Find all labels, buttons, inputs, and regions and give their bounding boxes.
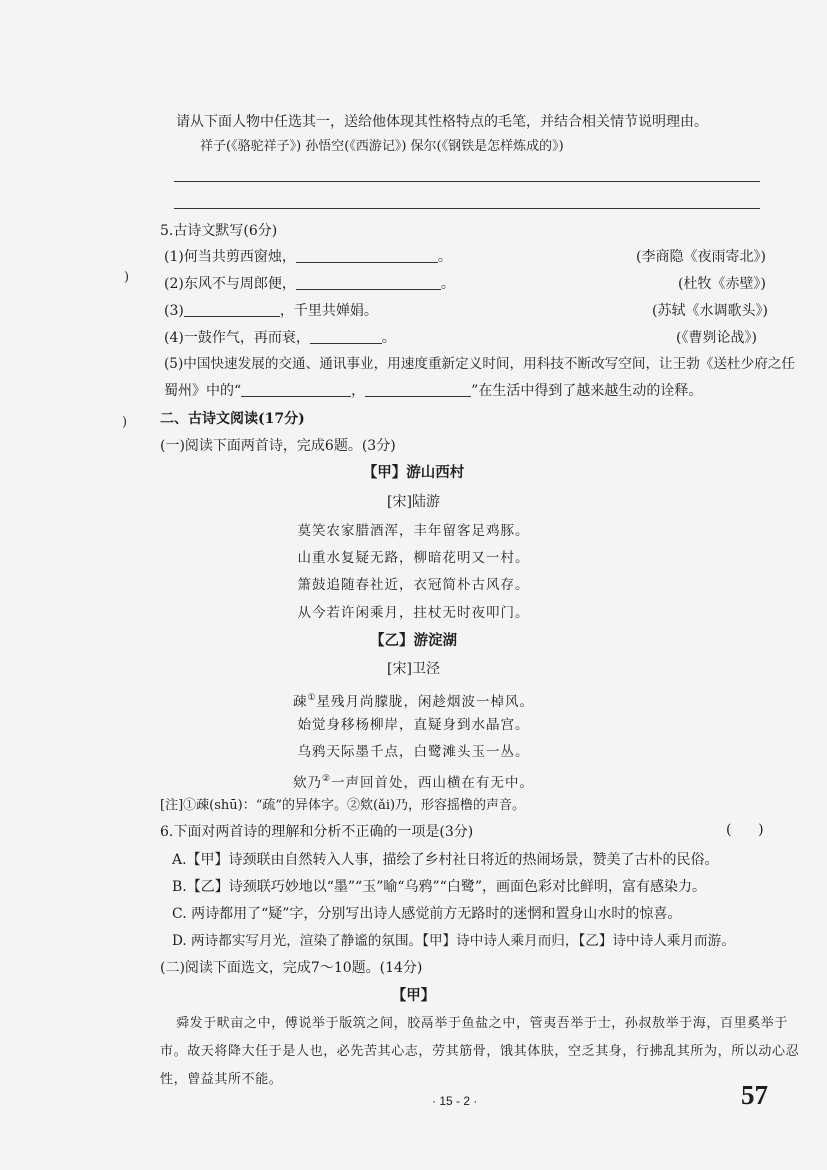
prose-line: 舜发于畎亩之中，傅说举于版筑之间，胶鬲举于鱼盐之中，管夷吾举于士，孙叔敖举于海，百里奚举于 — [176, 1016, 789, 1031]
poem-b-line4-rest: 一声回首处，西山横在有无中。 — [331, 775, 535, 791]
poem-a-title: 【甲】游山西村 — [362, 464, 465, 481]
intro-prompt: 请从下面人物中任选其一，送给他体现其性格特点的毛笔，并结合相关情节说明理由。 — [176, 114, 708, 130]
q5-item-5-mid: ， — [351, 383, 366, 399]
q5-item-1 — [164, 247, 452, 267]
q5-source-4: (《曹刿论战》) — [676, 330, 757, 346]
q5-item-1-post: 。 — [437, 249, 452, 265]
q5-title: 5.古诗文默写(6分) — [160, 223, 278, 239]
fill-blank[interactable] — [310, 329, 382, 344]
poem-a-line: 莫笑农家腊酒浑，丰年留客足鸡豚。 — [297, 523, 530, 539]
q5-item-3-pre: (3) — [164, 303, 184, 319]
q5-item-5-post: ”在生活中得到了越来越生动的诠释。 — [471, 383, 703, 399]
answer-line — [174, 208, 760, 209]
poem-b-line1-rest: 星残月尚朦胧，闲趁烟波一棹风。 — [316, 694, 535, 710]
q5-item-2-pre: (2)东风不与周郎便， — [164, 276, 296, 292]
q5-source-3: (苏轼《水调歌头》) — [652, 303, 768, 319]
q6-option-a: A.【甲】诗颈联由自然转入人事，描绘了乡村社日将近的热闹场景，赞美了古朴的民俗。 — [172, 852, 719, 868]
q5-item-5-line1: (5)中国快速发展的交通、通讯事业，用速度重新定义时间，用科技不断改写空间，让王勃《送杜少府之任 — [164, 356, 795, 372]
q5-source-1: (李商隐《夜雨寄北》) — [636, 249, 766, 265]
q5-item-3 — [164, 301, 378, 321]
margin-mark: ) — [122, 415, 128, 430]
poem-a-line: 箫鼓追随春社近，衣冠简朴古风存。 — [297, 577, 530, 593]
section2-sub2: (二)阅读下面选文，完成7～10题。(14分) — [160, 960, 423, 976]
poem-b-title: 【乙】游淀湖 — [370, 632, 457, 649]
poem-note: [注]①疎(shū)：“疏”的异体字。②欸(ǎi)乃，形容摇橹的声音。 — [160, 798, 526, 813]
fill-blank[interactable] — [365, 382, 471, 397]
q5-item-5-pre: 蜀州》中的“ — [164, 383, 242, 399]
page-number: 57 — [741, 1080, 768, 1110]
fill-blank[interactable] — [296, 275, 441, 290]
q6-option-d: D. 两诗都实写月光，渲染了静谧的氛围。【甲】诗中诗人乘月而归，【乙】诗中诗人乘月而游。 — [172, 933, 735, 949]
q5-item-1-pre: (1)何当共剪西窗烛， — [164, 249, 296, 265]
intro-characters: 祥子(《骆驼祥子》) 孙悟空(《西游记》) 保尔(《钢铁是怎样炼成的》) — [200, 139, 564, 154]
poem-a-line: 从今若许闲乘月，拄杖无时夜叩门。 — [297, 605, 530, 621]
section2-title: 二、古诗文阅读(17分) — [160, 411, 305, 427]
margin-mark: ) — [124, 270, 130, 285]
prose-title: 【甲】 — [391, 987, 436, 1004]
poem-b-line — [0, 688, 827, 712]
q5-item-4-post: 。 — [381, 330, 396, 346]
q6-option-b: B.【乙】诗颈联巧妙地以“墨”“玉”喻“乌鸦”“白鹭”，画面色彩对比鲜明，富有感染力。 — [172, 879, 706, 895]
q6-option-c: C. 两诗都用了“疑”字，分别写出诗人感觉前方无路时的迷惘和置身山水时的惊喜。 — [172, 906, 682, 922]
poem-b-author: [宋]卫泾 — [387, 661, 440, 677]
page-footer: · 15 - 2 · — [432, 1094, 478, 1108]
poem-a-line: 山重水复疑无路，柳暗花明又一村。 — [297, 550, 530, 566]
q5-source-2: (杜牧《赤壁》) — [678, 276, 766, 292]
q5-item-4 — [164, 328, 396, 348]
q6-title: 6.下面对两首诗的理解和分析不正确的一项是(3分) — [160, 824, 474, 840]
q5-item-2 — [164, 274, 455, 294]
fill-blank[interactable] — [241, 382, 351, 397]
q5-item-2-post: 。 — [440, 276, 455, 292]
poem-b-line: 乌鸦天际墨千点，白鹭滩头玉一丛。 — [297, 744, 530, 760]
poem-b-line — [0, 769, 827, 793]
poem-a-author: [宋]陆游 — [387, 494, 440, 510]
prose-line: 性，曾益其所不能。 — [160, 1072, 283, 1087]
poem-b-line: 始觉身移杨柳岸，直疑身到水晶宫。 — [297, 717, 530, 733]
poem-b-line1-start: 疎 — [292, 694, 308, 710]
answer-line — [174, 181, 760, 182]
footnote-marker: ② — [321, 774, 332, 784]
prose-line: 市。故天将降大任于是人也，必先苦其心志，劳其筋骨，饿其体肤，空乏其身，行拂乱其所为，所以动心忍 — [160, 1044, 800, 1059]
fill-blank[interactable] — [296, 248, 438, 263]
footnote-marker: ① — [307, 693, 317, 703]
fill-blank[interactable] — [184, 302, 280, 317]
poem-b-line4-start: 欸乃 — [292, 775, 322, 791]
q5-item-3-post: ，千里共婵娟。 — [279, 303, 378, 319]
answer-paren[interactable]: ( ) — [726, 822, 764, 838]
q5-item-5-line2 — [164, 381, 702, 401]
q5-item-4-pre: (4)一鼓作气，再而衰， — [164, 330, 310, 346]
section2-sub1: (一)阅读下面两首诗，完成6题。(3分) — [160, 438, 396, 454]
